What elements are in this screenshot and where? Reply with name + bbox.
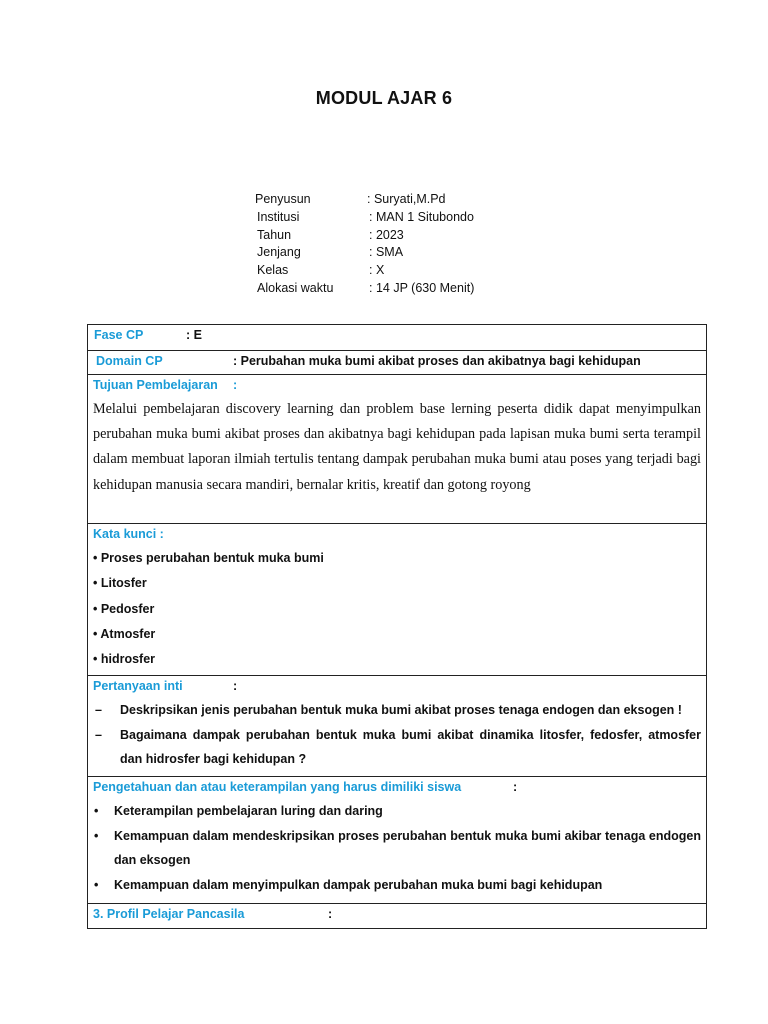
identity-label: Tahun xyxy=(257,227,292,242)
skill-item xyxy=(93,799,701,824)
pertanyaan-colon: : xyxy=(233,679,238,693)
tujuan-text: Melalui pembelajaran discovery learning dan problem base lerning peserta didik dapat menyimpulkan perubahan muka bumi akibat proses dan akibatnya bagi kehidupan pada lapisan muka bumi serta terampil dalam membuat laporan ilmiah tertulis tentang dampak perubahan muka bumi atau poses yang terjadi bagi kehidupan manusia secara mandiri, bernalar kritis, kreatif dan gotong royong xyxy=(93,401,701,493)
dash-marker: – xyxy=(95,727,102,742)
domain-value: : Perubahan muka bumi akibat proses dan akibatnya bagi kehidupan xyxy=(233,354,641,368)
pengetahuan-label: Pengetahuan dan atau keterampilan yang harus dimiliki siswa xyxy=(93,780,462,794)
identity-label: Jenjang xyxy=(257,245,301,260)
profil-label: 3. Profil Pelajar Pancasila xyxy=(93,907,245,921)
pertanyaan-label: Pertanyaan inti xyxy=(93,679,183,693)
profil-colon: : xyxy=(328,907,333,921)
fase-value: : E xyxy=(186,328,202,342)
bullet-marker: • xyxy=(94,877,99,892)
skill-text: Kemampuan dalam mendeskripsikan proses perubahan bentuk muka bumi akibar tenaga endogen dan eksogen xyxy=(114,828,701,867)
fase-label: Fase CP xyxy=(94,328,144,342)
identity-value: : 14 JP (630 Menit) xyxy=(369,280,475,295)
bullet-marker: • xyxy=(94,828,99,843)
kata-kunci-label: Kata kunci : xyxy=(93,527,164,541)
skill-text: Keterampilan pembelajaran luring dan daring xyxy=(114,804,383,818)
identity-value: : MAN 1 Situbondo xyxy=(369,209,474,224)
pengetahuan-row xyxy=(88,777,706,904)
question-item xyxy=(93,698,701,723)
keyword-item: • Atmosfer xyxy=(93,626,156,641)
identity-row-institusi xyxy=(255,209,474,227)
document-title: MODUL AJAR 6 xyxy=(315,88,453,108)
tujuan-row xyxy=(88,375,706,524)
question-text: Deskripsikan jenis perubahan bentuk muka bumi akibat proses tenaga endogen dan eksogen ! xyxy=(120,703,682,717)
identity-label: Penyusun xyxy=(255,192,311,206)
identity-value: : X xyxy=(369,263,385,278)
tujuan-colon: : xyxy=(233,378,238,392)
pertanyaan-row xyxy=(88,676,706,777)
identity-row-alokasi-waktu xyxy=(255,280,474,298)
identity-row-tahun xyxy=(255,227,474,245)
profil-row xyxy=(88,904,706,928)
identity-value: : SMA xyxy=(369,245,404,260)
fase-row xyxy=(88,325,706,351)
question-text: Bagaimana dampak perubahan bentuk muka bumi akibat dinamika litosfer, fedosfer, atmosfer dan hidrosfer bagi kehidupan ? xyxy=(120,727,701,766)
identity-value: : Suryati,M.Pd xyxy=(367,192,446,206)
bullet-marker: • xyxy=(94,804,99,818)
identity-row-kelas xyxy=(255,262,474,280)
pengetahuan-colon: : xyxy=(513,780,518,794)
tujuan-label: Tujuan Pembelajaran xyxy=(93,378,218,392)
identity-row-jenjang xyxy=(255,244,474,262)
learning-module-table xyxy=(87,324,707,929)
kata-kunci-row xyxy=(88,524,706,676)
keyword-item: • Pedosfer xyxy=(93,601,155,616)
identity-label: Alokasi waktu xyxy=(257,280,334,295)
keyword-item: • hidrosfer xyxy=(93,652,156,667)
identity-label: Kelas xyxy=(257,263,289,278)
domain-label: Domain CP xyxy=(96,354,163,368)
skill-item xyxy=(93,824,701,873)
keyword-item: • Litosfer xyxy=(93,576,147,591)
identity-value: : 2023 xyxy=(369,227,404,242)
identity-block xyxy=(255,191,474,298)
identity-label: Institusi xyxy=(257,209,300,224)
skill-text: Kemampuan dalam menyimpulkan dampak perubahan muka bumi bagi kehidupan xyxy=(114,877,603,892)
identity-row-penyusun xyxy=(255,191,474,209)
keyword-item: • Proses perubahan bentuk muka bumi xyxy=(93,551,324,565)
question-item xyxy=(93,723,701,772)
skill-item xyxy=(93,873,701,898)
domain-row xyxy=(88,351,706,375)
dash-marker: – xyxy=(95,703,102,717)
